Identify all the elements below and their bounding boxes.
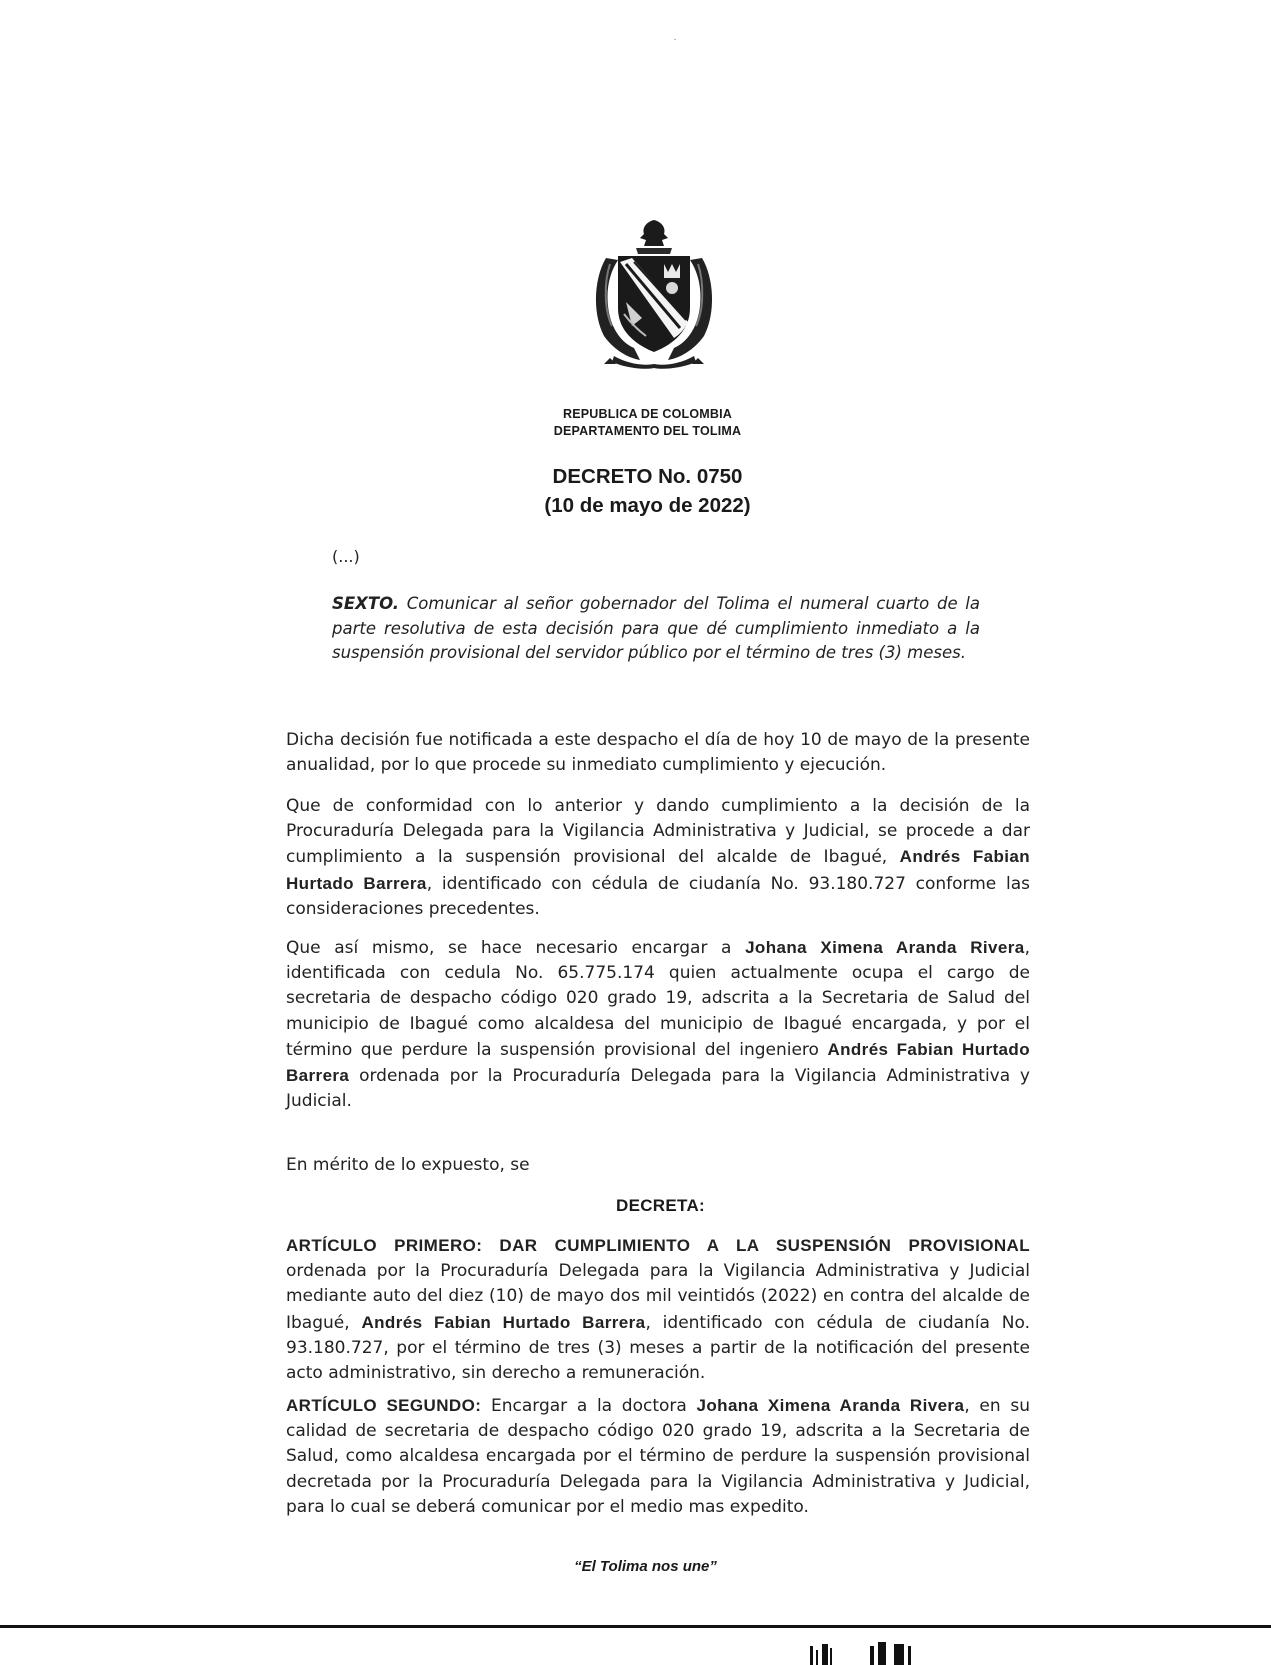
paragraph-text: , identificada con cedula No. 65.775.174 quien actualmente ocupa el cargo de secretaria de despacho código 020 grado 19, adscrita a la Secretaria de Salud del municipio de Ibagué como alcaldesa del municipio de Ibagué encargada, y por el término que perdure la suspensión provisional del ingeniero xyxy=(286,938,1030,1060)
article-second xyxy=(286,1393,1030,1520)
mayor-name: Andrés Fabian Hurtado Barrera xyxy=(361,1312,646,1332)
paragraph-text: Encargar a la doctora xyxy=(481,1396,697,1416)
notification-paragraph: Dicha decisión fue notificada a este despacho el día de hoy 10 de mayo de la presente anualidad, por lo que procede su inmediato cumplimiento y ejecución. xyxy=(286,730,1030,776)
interim-mayor-name: Johana Ximena Aranda Rivera xyxy=(745,938,1025,957)
paragraph-text: ordenada por la Procuraduría Delegada para la Vigilancia Administrativa y Judicial. xyxy=(286,1066,1030,1112)
article-second-label: ARTÍCULO SEGUNDO: xyxy=(286,1396,482,1415)
quoted-sexto-paragraph xyxy=(332,592,980,666)
barcode-marks-icon xyxy=(800,1640,940,1665)
scan-speck xyxy=(674,39,676,40)
appointment-paragraph xyxy=(286,935,1030,1114)
decree-title xyxy=(0,462,1271,520)
decreta-label: DECRETA: xyxy=(616,1196,705,1215)
paragraph-text: Que así mismo, se hace necesario encargar a xyxy=(286,938,746,958)
republic-line: REPUBLICA DE COLOMBIA xyxy=(562,407,732,421)
paragraph-text: , en su calidad de secretaria de despacho código 020 grado 19, adscrita a la Secretaria de Salud, como alcaldesa encargada por el término de perdure la suspensión provisional decretada por la Procuraduría Delegada para la Vigilancia Administrativa y Judicial, para lo cual se deberá comunicar por el medio mas expedito. xyxy=(286,1396,1030,1517)
decree-number: DECRETO No. 0750 xyxy=(552,465,743,488)
compliance-paragraph xyxy=(286,794,1030,922)
footer-divider xyxy=(0,1625,1271,1628)
paragraph-text: ordenada por la Procuraduría Delegada para la Vigilancia Administrativa y Judicial mediante auto del diez (10) de mayo dos mil veintidós (2022) en contra del alcalde de Ibagué, xyxy=(286,1261,1030,1333)
article-first xyxy=(286,1233,1030,1386)
coat-of-arms-icon xyxy=(584,218,724,370)
decree-date: (10 de mayo de 2022) xyxy=(544,494,751,517)
decreta-heading xyxy=(0,1196,1271,1216)
department-line: DEPARTAMENTO DEL TOLIMA xyxy=(553,424,742,438)
article-first-label: ARTÍCULO PRIMERO: DAR CUMPLIMIENTO A LA SUSPENSIÓN PROVISIONAL xyxy=(286,1236,1030,1255)
omission-marker: (...) xyxy=(332,547,360,566)
merit-statement: En mérito de lo expuesto, se xyxy=(286,1155,530,1175)
paragraph-text: , identificado con cédula de ciudanía No. 93.180.727, por el término de tres (3) meses a partir de la notificación del presente acto administrativo, sin derecho a remuneración. xyxy=(286,1312,1030,1384)
sexto-label: SEXTO. xyxy=(332,594,400,613)
sexto-text: Comunicar al señor gobernador del Tolima el numeral cuarto de la parte resolutiva de esta decisión para que dé cumplimiento inmediato a la suspensión provisional del servidor público por el término de tres (3) meses. xyxy=(332,594,980,663)
mayor-name: Andrés Fabian Hurtado Barrera xyxy=(286,1039,1030,1086)
footer-slogan xyxy=(0,1558,1271,1575)
mayor-name: Andrés Fabian Hurtado Barrera xyxy=(286,847,1031,893)
interim-mayor-name: Johana Ximena Aranda Rivera xyxy=(696,1396,965,1415)
slogan-text: “El Tolima nos une” xyxy=(574,1558,717,1575)
paragraph-text: , identificado con cédula de ciudanía No. 93.180.727 conforme las consideraciones precedentes. xyxy=(286,873,1031,919)
issuer-header xyxy=(0,406,1271,440)
paragraph-text: Que de conformidad con lo anterior y dando cumplimiento a la decisión de la Procuraduría Delegada para la Vigilancia Administrativa y Judicial, se procede a dar cumplimiento a la suspensión provisional del alcalde de Ibagué, xyxy=(286,796,1030,868)
